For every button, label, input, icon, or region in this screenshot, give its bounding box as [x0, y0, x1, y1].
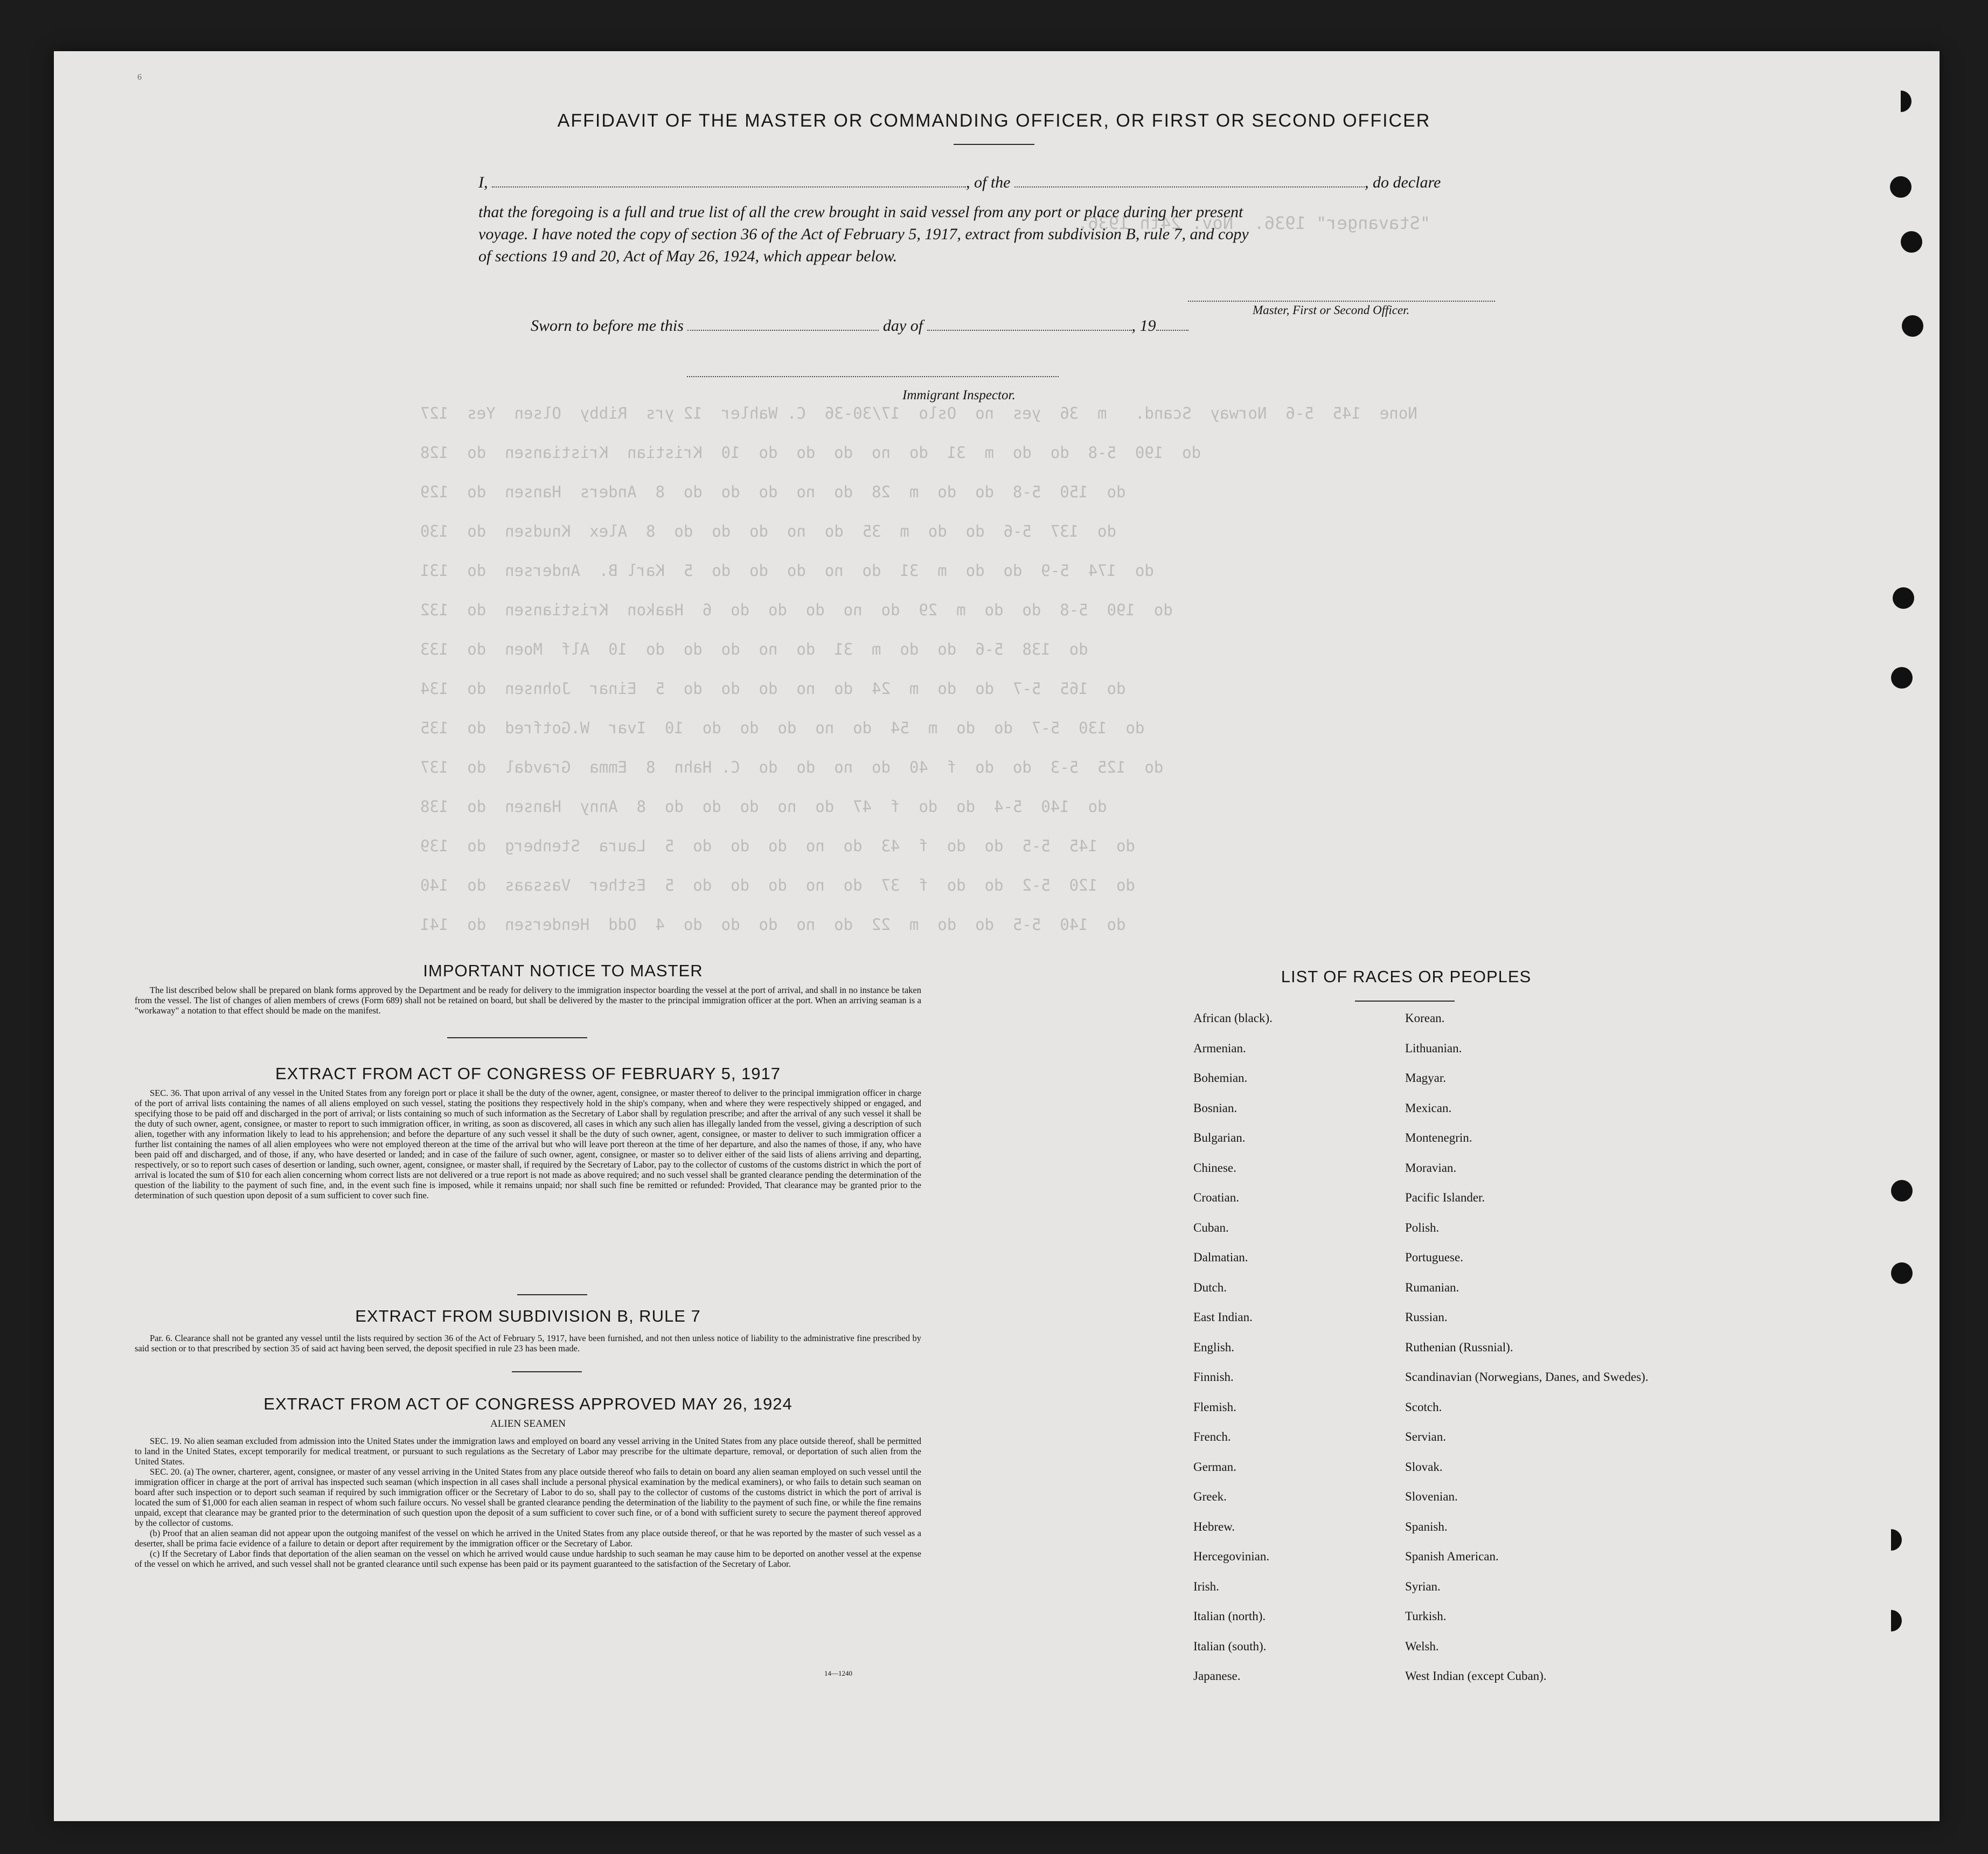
race-item: East Indian. [1193, 1310, 1253, 1324]
extract-1917-divider [517, 1294, 587, 1295]
form-code: 14—1240 [824, 1669, 852, 1677]
vessel-name-field[interactable] [1014, 181, 1365, 188]
alien-seamen-subtitle: ALIEN SEAMEN [490, 1418, 566, 1429]
race-item: Pacific Islander. [1405, 1191, 1485, 1204]
notice-divider [447, 1037, 587, 1038]
title-underline [954, 144, 1034, 145]
bleed-through-row: do 174 5-9 do do m 31 do no do do do 5 Karl B. Andersen do 131 [420, 561, 1154, 580]
race-item: Rumanian. [1405, 1280, 1459, 1294]
race-item: Magyar. [1405, 1071, 1447, 1085]
race-item: Italian (north). [1193, 1609, 1266, 1623]
section-20b-text: (b) Proof that an alien seaman did not appear upon the outgoing manifest of the vessel on which he arrived in the United States from any place outside thereof, or that he was reported by the master of such vessel as a deserter, shall be prima facie evidence of a failure to detain or deport after requirement by the immigration officer or the Secretary of Labor. [135, 1528, 921, 1549]
binder-hole [1891, 1262, 1913, 1284]
bleed-through-row: do 120 5-2 do do f 37 do no do do do 5 Esther Vassaas do 140 [420, 876, 1135, 894]
binder-hole [1901, 231, 1922, 253]
officer-name-field[interactable] [492, 181, 966, 188]
bleed-through-row: None 145 5-6 Norway Scand. m 36 yes no Oslo 17/30-36 C. Wahler 12 yrs Ribby Olsen Yes 127 [420, 404, 1417, 422]
race-item: Scandinavian (Norwegians, Danes, and Swedes). [1405, 1370, 1649, 1384]
binder-hole [1891, 1180, 1913, 1202]
race-item: Greek. [1193, 1490, 1227, 1503]
race-item: Chinese. [1193, 1161, 1236, 1175]
race-item: Montenegrin. [1405, 1131, 1472, 1144]
extract-1924-title: EXTRACT FROM ACT OF CONGRESS APPROVED MAY 26, 1924 [263, 1394, 793, 1413]
bleed-through-row: do 137 5-6 do do m 35 do no do do do 8 Alex Knudsen do 130 [420, 522, 1117, 540]
race-item: Slovenian. [1405, 1490, 1458, 1503]
declaration-line-1 [478, 171, 1534, 193]
race-item: Cuban. [1193, 1220, 1229, 1234]
day-of-label: day of [882, 317, 923, 335]
race-item: West Indian (except Cuban). [1405, 1669, 1547, 1683]
race-item: Japanese. [1193, 1669, 1241, 1683]
declaration-line-4: of sections 19 and 20, Act of May 26, 1924, which appear below. [478, 247, 898, 265]
bleed-through-row: do 165 5-7 do do m 24 do no do do do 5 Einar Johnsen do 134 [420, 679, 1126, 698]
race-item: Hebrew. [1193, 1519, 1235, 1533]
bleed-through-header: "Stavanger" 1936. Nov. 24th 1936. [1078, 213, 1431, 233]
bleed-through-row: do 125 5-3 do do f 40 do no do do C. Hahn 8 Emma Gravdal do 137 [420, 758, 1164, 776]
notice-title: IMPORTANT NOTICE TO MASTER [423, 961, 703, 980]
inspector-caption: Immigrant Inspector. [902, 388, 1016, 402]
races-right-column [1405, 1011, 1649, 1699]
race-item: Flemish. [1193, 1400, 1236, 1414]
year-label: , 19 [1131, 317, 1156, 335]
binder-hole [1880, 1529, 1902, 1551]
section-19-text: SEC. 19. No alien seaman excluded from admission into the United States under the immigration laws and employed on board any vessel arriving in the United States from any place outside thereof, shall be permitted to land in the United States, except temporarily for medical treatment, or pursuant to such regulations as the Secretary of Labor may prescribe for the ultimate departure, removal, or deportation of such alien from the United States. [135, 1436, 921, 1467]
race-item: Slovak. [1405, 1460, 1443, 1474]
extract-1917-title: EXTRACT FROM ACT OF CONGRESS OF FEBRUARY 5, 1917 [275, 1064, 781, 1083]
race-item: German. [1193, 1460, 1236, 1474]
declaration-line-3: voyage. I have noted the copy of section 36 of the Act of February 5, 1917, extract from subdivision B, rule 7, and copy [478, 225, 1249, 243]
master-signature-line[interactable] [1188, 301, 1495, 302]
rule-7-text: Par. 6. Clearance shall not be granted any vessel until the lists required by section 36 of the Act of February 5, 1917, have been furnished, and not then unless notice of liability to the administrative fine prescribed by said section or to that prescribed by section 35 of said act having been served, the deposit specified in rule 23 has been made. [135, 1333, 921, 1353]
race-item: Mexican. [1405, 1101, 1452, 1115]
rule-7-divider [512, 1371, 582, 1372]
notice-body [135, 985, 921, 1016]
race-item: Moravian. [1405, 1161, 1457, 1175]
sworn-year-field[interactable] [1156, 324, 1188, 331]
race-item: Italian (south). [1193, 1639, 1267, 1653]
race-item: Bohemian. [1193, 1071, 1248, 1085]
binder-hole [1893, 587, 1914, 609]
i-label: I, [478, 173, 488, 191]
race-item: African (black). [1193, 1011, 1273, 1025]
affidavit-title: AFFIDAVIT OF THE MASTER OR COMMANDING OFFICER, OR FIRST OR SECOND OFFICER [557, 110, 1431, 131]
race-item: Irish. [1193, 1579, 1219, 1593]
sworn-month-field[interactable] [927, 324, 1132, 331]
race-item: Bosnian. [1193, 1101, 1238, 1115]
race-item: French. [1193, 1430, 1231, 1443]
race-item: Spanish American. [1405, 1550, 1499, 1563]
race-item: Welsh. [1405, 1639, 1439, 1653]
section-20c-text: (c) If the Secretary of Labor finds that deportation of the alien seaman on the vessel on which he arrived would cause undue hardship to such seaman he may cause him to be deported on another vessel at the expense of the vessel on which he arrived, and such vessel shall not be granted clearance until such expense has been paid or its payment guaranteed to the satisfaction of the Secretary of Labor. [135, 1549, 921, 1569]
race-item: Spanish. [1405, 1519, 1448, 1533]
extract-1917-body [135, 1088, 921, 1200]
race-item: Lithuanian. [1405, 1041, 1462, 1055]
rule-7-body [135, 1333, 921, 1353]
page-number: 6 [137, 73, 142, 82]
race-item: Bulgarian. [1193, 1131, 1246, 1144]
bleed-through-row: do 190 5-8 do do m 31 do no do do do 10 Kristian Kristiansen do 128 [420, 443, 1201, 462]
inspector-signature-line[interactable] [687, 376, 1059, 377]
section-20a-text: SEC. 20. (a) The owner, charterer, agent, consignee, or master of any vessel arriving in the United States from any place outside thereof who fails to detain on board any alien seaman employed on such vessel until the immigration officer in charge at the port of arrival has inspected such seaman (which inspection in all cases shall include a personal physical examination by the medical examiners), or who fails to detain such seaman on board after such inspection or to deport such seaman if required by such immigration officer or the Secretary of Labor to do so, shall pay to the collector of customs of the customs district in which the port of arrival is located the sum of $1,000 for each alien seaman in respect of whom such failure occurs. No vessel shall be granted clearance pending the determination of the liability to the payment of such fine, or while the fine remains unpaid, except that clearance may be granted prior to the determination of such question upon the deposit of a sum sufficient to cover such fine, or of a bond with sufficient surety to secure the payment thereof approved by the collector of customs. [135, 1467, 921, 1528]
race-item: Croatian. [1193, 1191, 1239, 1204]
extract-1924-body [135, 1436, 921, 1569]
of-the-label: , of the [966, 173, 1011, 191]
sworn-line [531, 317, 1188, 335]
sworn-day-field[interactable] [687, 324, 879, 331]
races-left-column [1193, 1011, 1273, 1699]
race-item: Scotch. [1405, 1400, 1442, 1414]
bleed-through-row: do 145 5-5 do do f 43 do no do do do 5 Laura Stenberg do 139 [420, 837, 1135, 855]
binder-hole [1891, 667, 1913, 689]
binder-hole [1880, 1610, 1902, 1631]
race-item: Hercegovinian. [1193, 1550, 1270, 1563]
races-title: LIST OF RACES OR PEOPLES [1281, 967, 1532, 986]
binder-hole [1902, 315, 1923, 337]
race-item: Turkish. [1405, 1609, 1447, 1623]
section-36-text: SEC. 36. That upon arrival of any vessel in the United States from any foreign port or place it shall be the duty of the owner, agent, consignee, or master thereof to deliver to the principal immigration officer in charge of the port of arrival lists containing the names of all aliens employed on such vessel, stating the positions they respectively hold in the ship's company, when and where they were respectively shipped or engaged, and specifying those to be paid off and discharged in the port of arrival; or lists containing so much of such information as the Secretary of Labor shall by regulation prescribe; and after the arrival of any such vessel it shall be the duty of such owner, agent, consignee, or master to report to such immigration officer, in writing, as soon as discovered, all cases in which any such alien has illegally landed from the vessel, giving a description of such alien, together with any information likely to lead to his apprehension; and before the departure of any such vessel it shall be the duty of such owner, agent, consignee, or master to deliver to such immigration officer a further list containing the names of all alien employees who were not employed thereon at the time of the arrival but who will leave port thereon at the time of her departure, and also the names of those, if any, who have been paid off and discharged, and of those, if any, who have deserted or landed; and in case of the failure of such owner, agent, consignee, or master so to deliver either of the said lists of aliens arriving and departing, respectively, or so to report such cases of desertion or landing, such owner, agent, consignee, or master shall, if required by the Secretary of Labor, pay to the collector of customs of the customs district in which the port of arrival is located the sum of $10 for each alien concerning whom correct lists are not delivered or a true report is not made as above required; and no such vessel shall be granted clearance pending the determination of the question of the liability to the payment of such fine, and, in the event such fine is imposed, while it remains unpaid; nor shall such fine be remitted or refunded: Provided, That clearance may be granted prior to the determination of such question upon deposit of a sum sufficient to cover such fine. [135, 1088, 921, 1200]
race-item: Armenian. [1193, 1041, 1246, 1055]
race-item: Servian. [1405, 1430, 1447, 1443]
binder-hole [1890, 176, 1911, 198]
rule-7-title: EXTRACT FROM SUBDIVISION B, RULE 7 [355, 1307, 701, 1325]
declaration-line-2: that the foregoing is a full and true list of all the crew brought in said vessel from any port or place during her present [478, 203, 1243, 221]
race-item: Dalmatian. [1193, 1251, 1248, 1264]
race-item: Russian. [1405, 1310, 1448, 1324]
bleed-through-row: do 150 5-8 do do m 28 do no do do do 8 Anders Hansen do 129 [420, 483, 1126, 501]
sworn-label: Sworn to before me this [531, 317, 684, 335]
notice-text: The list described below shall be prepared on blank forms approved by the Department and be ready for delivery to the immigration inspector boarding the vessel at the port of arrival, and shall in no instance be taken from the vessel. The list of changes of alien members of crews (Form 689) shall not be retained on board, but shall be delivered by the master to the principal immigration officer at the port. When an arriving seaman is a "workaway" a notation to that effect should be made on the manifest. [135, 985, 921, 1016]
race-item: Polish. [1405, 1220, 1440, 1234]
race-item: Finnish. [1193, 1370, 1234, 1384]
race-item: Syrian. [1405, 1579, 1441, 1593]
do-declare-label: , do declare [1365, 173, 1441, 191]
races-underline [1355, 1001, 1455, 1002]
race-item: Korean. [1405, 1011, 1445, 1025]
race-item: Dutch. [1193, 1280, 1227, 1294]
race-item: Portuguese. [1405, 1251, 1463, 1264]
race-item: English. [1193, 1340, 1235, 1354]
bleed-through-row: do 138 5-6 do do m 31 do no do do do 10 Alf Moen do 133 [420, 640, 1088, 658]
binder-hole [1890, 91, 1911, 112]
race-item: Ruthenian (Russnial). [1405, 1340, 1513, 1354]
bleed-through-row: do 190 5-8 do do m 29 do no do do do 6 Haakon Kristiansen do 132 [420, 601, 1173, 619]
bleed-through-row: do 140 5-4 do do f 47 do no do do do 8 Anny Hansen do 138 [420, 797, 1107, 816]
master-caption: Master, First or Second Officer. [1253, 303, 1410, 317]
bleed-through-row: do 130 5-7 do do m 54 do no do do do 10 Ivar W.Gotfred do 135 [420, 719, 1145, 737]
bleed-through-row: do 140 5-5 do do m 22 do no do do do 4 Odd Hendersen do 141 [420, 915, 1126, 934]
